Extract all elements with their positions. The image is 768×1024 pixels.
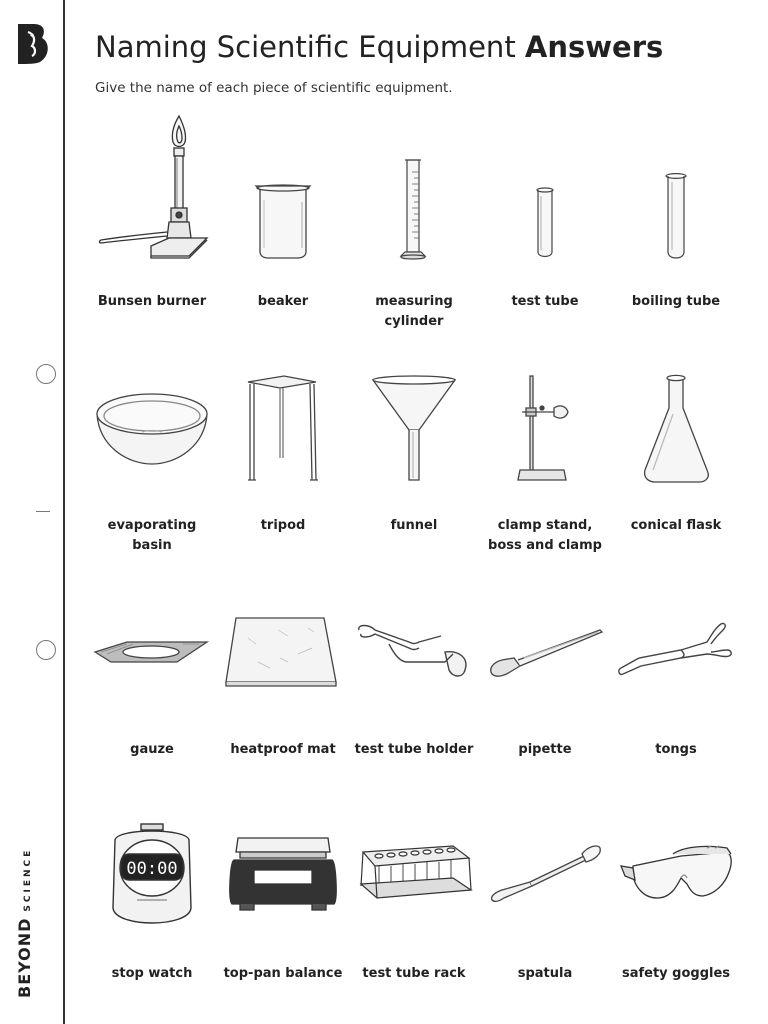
equipment-label: pipette: [518, 742, 572, 757]
measuring-cylinder-icon: [349, 110, 479, 260]
equipment-label: boiling tube: [631, 294, 721, 309]
punch-hole-bottom: [36, 640, 56, 660]
equipment-label: beaker: [257, 294, 309, 309]
funnel-icon: [349, 334, 479, 484]
safety-goggles-icon: [611, 782, 741, 932]
equipment-label: gauze: [130, 742, 174, 757]
gauze-icon: [87, 558, 217, 708]
equipment-label: test tube holder: [354, 742, 474, 757]
test-tube-holder-icon: [349, 558, 479, 708]
title-main: Naming Scientific Equipment: [95, 30, 516, 64]
page-title: [95, 30, 663, 64]
evaporating-basin-icon: [87, 334, 217, 484]
heatproof-mat-icon: [218, 558, 348, 708]
pipette-icon: [480, 558, 610, 708]
boiling-tube-icon: [611, 110, 741, 260]
tripod-icon: [218, 334, 348, 484]
equipment-label: tongs: [655, 742, 697, 757]
equipment-label: safety goggles: [621, 966, 731, 981]
clamp-stand-icon: [480, 334, 610, 484]
equipment-label: clamp stand, boss and clamp: [488, 518, 602, 553]
equipment-label: test tube: [511, 294, 579, 309]
title-answers: Answers: [524, 30, 664, 64]
equipment-label: conical flask: [630, 518, 722, 533]
page-subtitle: Give the name of each piece of scientific equipment.: [95, 80, 453, 96]
equipment-label: evaporating basin: [107, 518, 197, 553]
equipment-label: top-pan balance: [223, 966, 343, 981]
brand-logo-icon: [14, 22, 52, 66]
tongs-icon: [611, 558, 741, 708]
equipment-label: funnel: [390, 518, 438, 533]
punch-hole-top: [36, 364, 56, 384]
equipment-label: heatproof mat: [230, 742, 336, 757]
top-pan-balance-icon: [218, 782, 348, 932]
fold-mark: [36, 511, 50, 512]
stop-watch-icon: [87, 782, 217, 932]
equipment-label: stop watch: [111, 966, 193, 981]
brand-wordmark: [15, 848, 34, 998]
equipment-label: Bunsen burner: [97, 294, 207, 309]
spatula-icon: [480, 782, 610, 932]
equipment-label: measuring cylinder: [375, 294, 453, 329]
brand-word-science: SCIENCE: [23, 847, 33, 912]
test-tube-rack-icon: [349, 782, 479, 932]
brand-word-beyond: BEYOND: [15, 917, 34, 998]
bunsen-burner-icon: [87, 110, 217, 260]
stopwatch-display: 00:00: [126, 859, 178, 879]
conical-flask-icon: [611, 334, 741, 484]
beaker-icon: [218, 110, 348, 260]
margin-line: [63, 0, 65, 1024]
test-tube-icon: [480, 110, 610, 260]
equipment-label: tripod: [260, 518, 306, 533]
equipment-label: spatula: [517, 966, 573, 981]
equipment-label: test tube rack: [362, 966, 466, 981]
